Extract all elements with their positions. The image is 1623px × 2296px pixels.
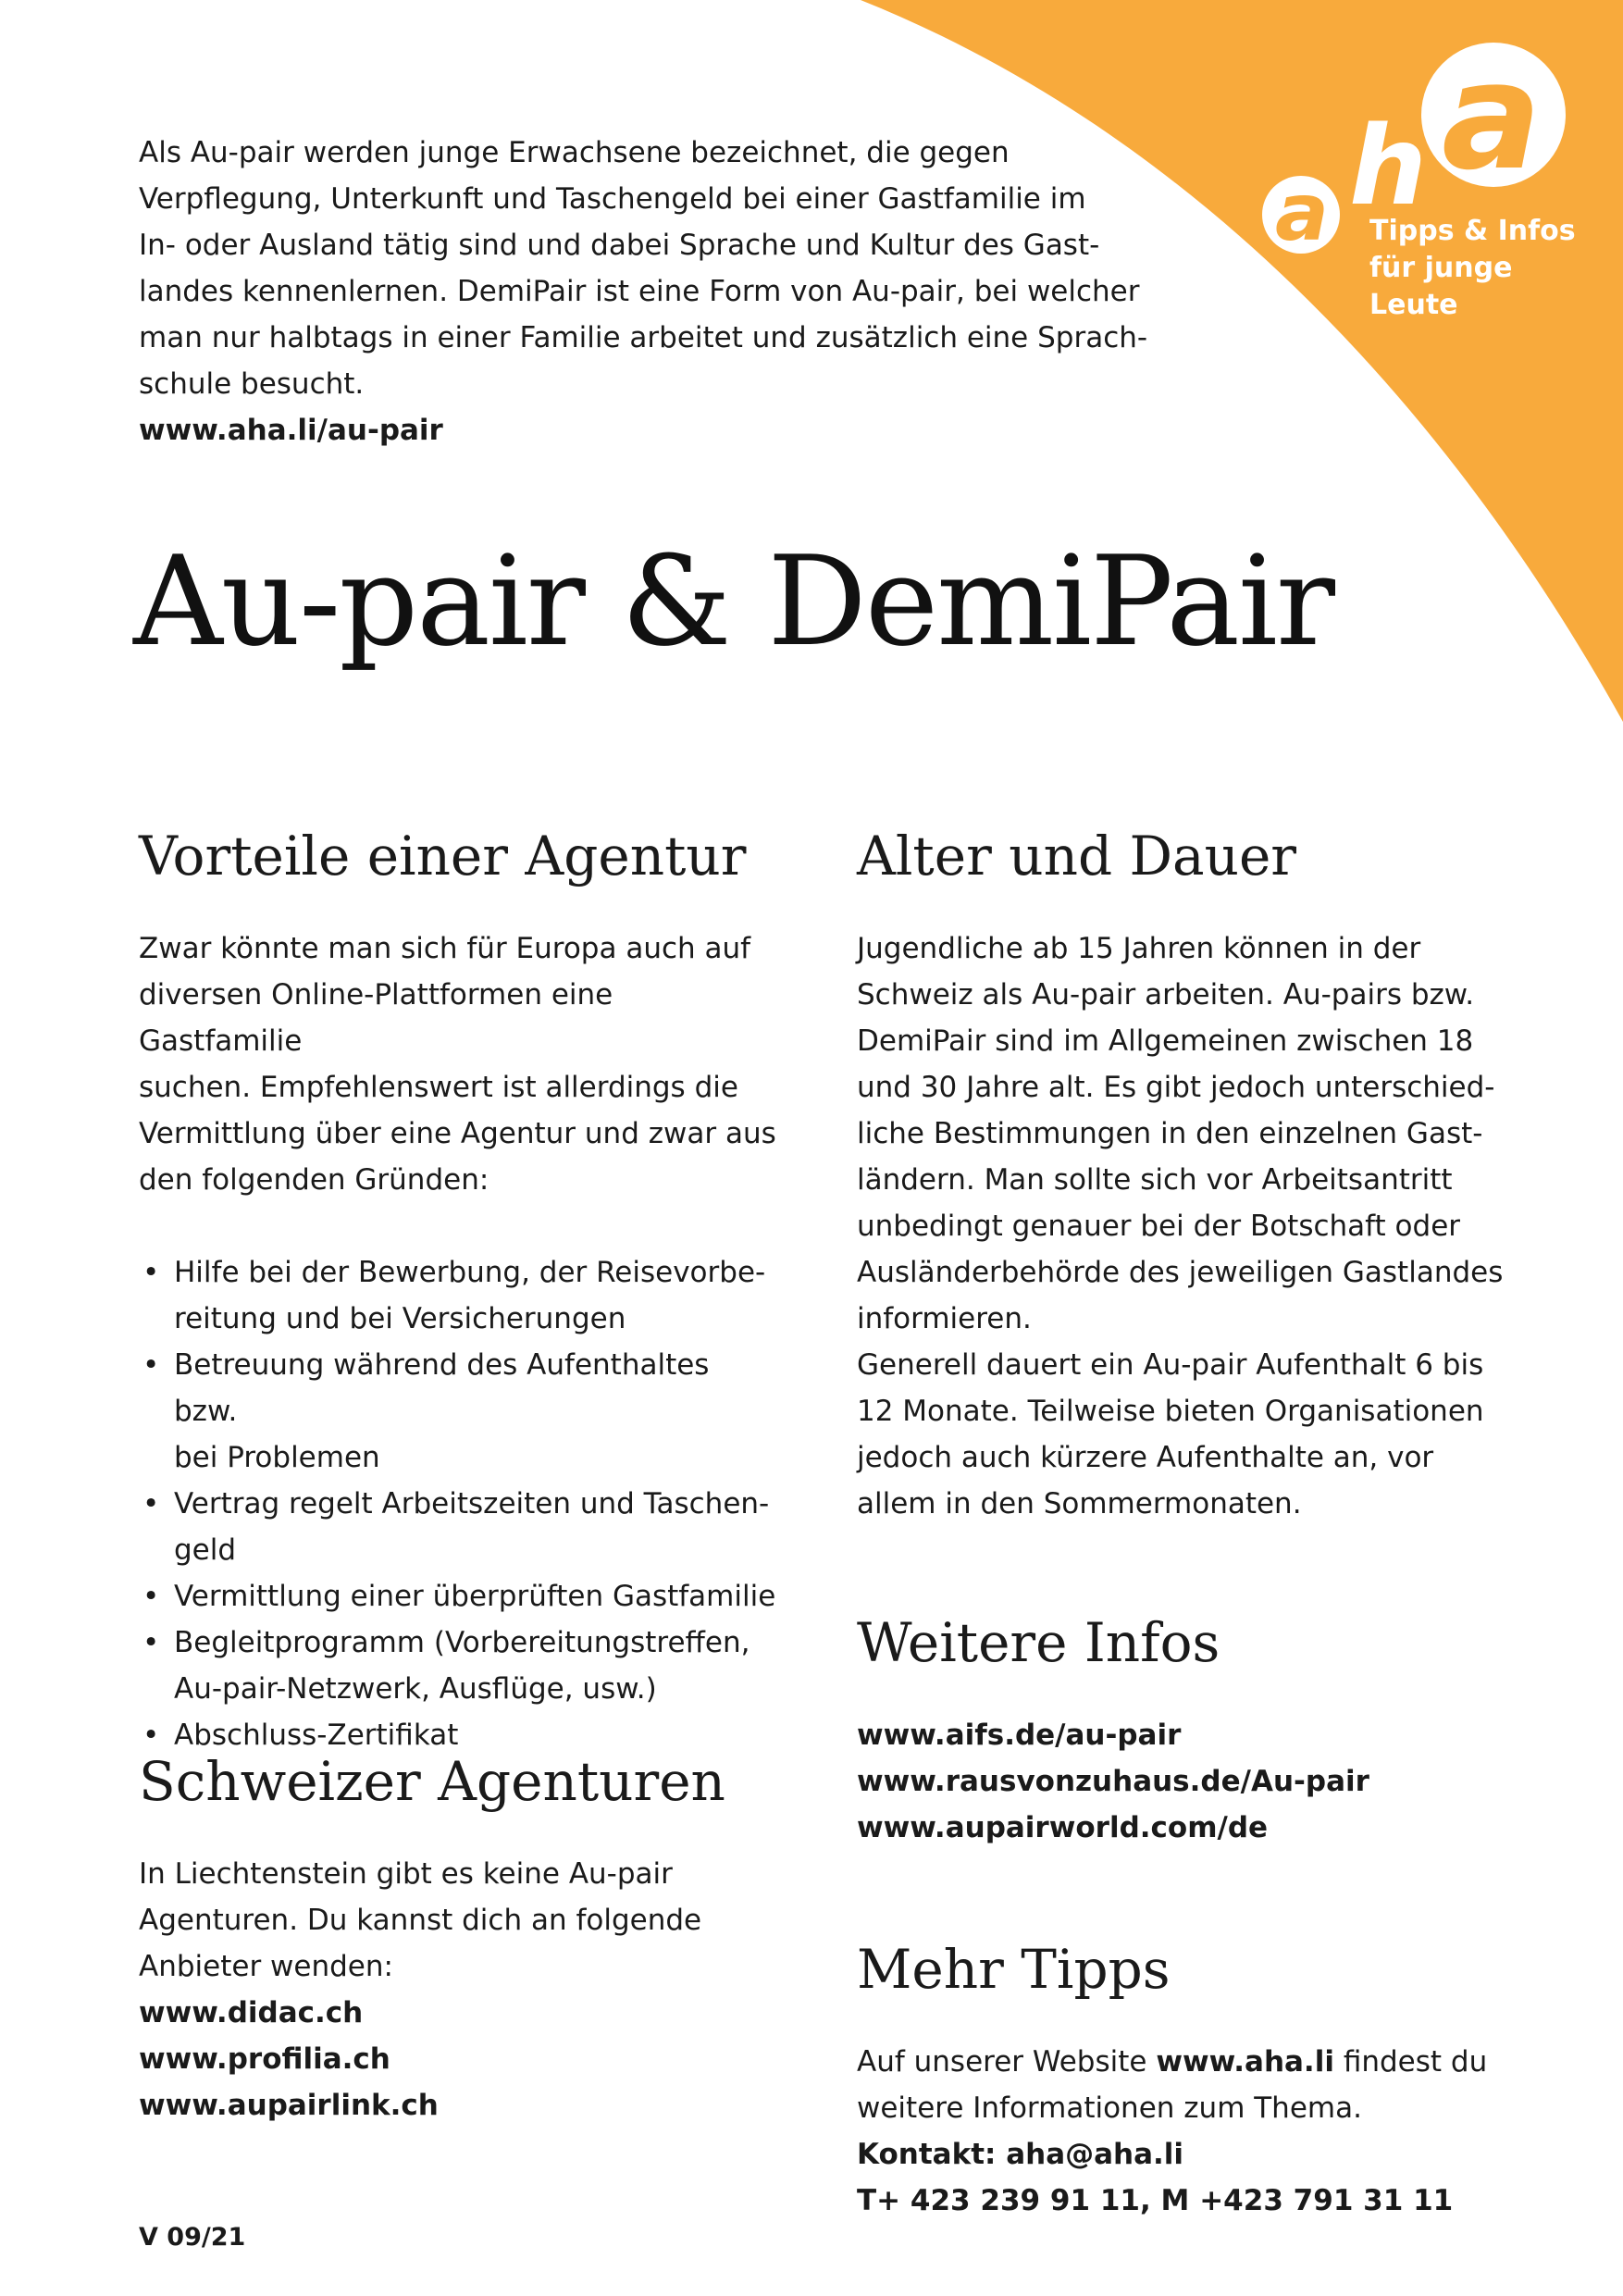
bullet-dot-icon: • [142,1487,160,1520]
alter-line: liche Bestimmungen in den einzelnen Gast- [857,1117,1483,1150]
list-item [139,1620,777,1712]
link-didac[interactable]: www.didac.ch [139,1996,364,2029]
link-profilia[interactable]: www.profilia.ch [139,2042,390,2076]
mehr-line-1 [857,2039,1523,2085]
list-item [139,1481,777,1573]
logo-letter-a1: a [1275,167,1330,259]
bullet-line: Betreuung während des Aufenthaltes bzw. [174,1348,710,1428]
vorteile-line: Zwar könnte man sich für Europa auch auf [139,932,751,965]
logo-tagline-line1: Tipps & Infos [1369,215,1576,247]
bullet-line: geld [174,1533,237,1567]
mehr-line-1-pre: Auf unserer Website [857,2045,1157,2079]
intro-paragraph [139,130,1157,453]
section-heading-mehr: Mehr Tipps [857,1938,1171,2001]
alter-line: und 30 Jahre alt. Es gibt jedoch unterschied- [857,1071,1495,1104]
link-rausvonzuhaus[interactable]: www.rausvonzuhaus.de/Au-pair [857,1765,1369,1798]
alter-line: Jugendliche ab 15 Jahren können in der [857,932,1421,965]
bullet-dot-icon: • [142,1256,160,1289]
alter-line: Generell dauert ein Au-pair Aufenthalt 6 bis [857,1348,1484,1382]
alter-line: allem in den Sommermonaten. [857,1487,1302,1520]
intro-line: landes kennenlernen. DemiPair ist eine Form von Au-pair, bei welcher [139,275,1140,308]
aha-logo[interactable] [1240,30,1592,321]
section-heading-alter: Alter und Dauer [857,825,1296,887]
version-label: V 09/21 [139,2223,246,2252]
alter-line: unbedingt genauer bei der Botschaft oder [857,1210,1461,1243]
link-aupairlink[interactable]: www.aupairlink.ch [139,2089,439,2122]
bullet-line: Vertrag regelt Arbeitszeiten und Taschen- [174,1487,770,1520]
mehr-line-1-post: findest du [1333,2045,1488,2079]
intro-line: man nur halbtags in einer Familie arbeitet und zusätzlich eine Sprach- [139,321,1148,354]
vorteile-line: Vermittlung über eine Agentur und zwar aus [139,1117,776,1150]
schweizer-line: Agenturen. Du kannst dich an folgende [139,1904,702,1937]
intro-line: Als Au-pair werden junge Erwachsene bezeichnet, die gegen [139,136,1010,169]
alter-line: ländern. Man sollte sich vor Arbeitsantritt [857,1163,1453,1197]
list-item [139,1573,777,1620]
mehr-line-2: weitere Informationen zum Thema. [857,2091,1362,2125]
bullet-dot-icon: • [142,1626,160,1659]
list-item [139,1249,777,1342]
intro-line: Verpflegung, Unterkunft und Taschengeld bei einer Gastfamilie im [139,182,1086,216]
vorteile-line: suchen. Empfehlenswert ist allerdings die [139,1071,738,1104]
bullet-line: Au-pair-Netzwerk, Ausflüge, usw.) [174,1672,657,1706]
schweizer-line: In Liechtenstein gibt es keine Au-pair [139,1857,673,1891]
intro-line: schule besucht. [139,367,365,401]
vorteile-line: diversen Online-Plattformen eine Gastfamilie [139,978,613,1058]
contact-phone: T+ 423 239 91 11, M +423 791 31 11 [857,2184,1454,2217]
bullet-line: Vermittlung einer überprüften Gastfamilie [174,1580,776,1613]
list-item [139,1342,777,1481]
section-vorteile [139,824,777,1758]
section-mehr [857,1937,1523,2224]
logo-tagline [1369,213,1592,324]
intro-line: In- oder Ausland tätig sind und dabei Sprache und Kultur des Gast- [139,229,1100,262]
logo-letter-a2: a [1442,30,1542,203]
section-weitere [857,1610,1523,1851]
alter-line: Schweiz als Au-pair arbeiten. Au-pairs bzw. [857,978,1475,1011]
logo-tagline-line2: für junge Leute [1369,252,1513,321]
vorteile-bullet-list [139,1249,777,1758]
schweizer-line: Anbieter wenden: [139,1950,393,1983]
contact-email[interactable]: Kontakt: aha@aha.li [857,2138,1184,2171]
bullet-dot-icon: • [142,1719,160,1752]
section-schweizer [139,1749,777,2128]
link-aha-website[interactable]: www.aha.li [1156,2045,1334,2079]
section-heading-schweizer: Schweizer Agenturen [139,1750,725,1813]
bullet-line: Hilfe bei der Bewerbung, der Reisevorbe- [174,1256,766,1289]
intro-link[interactable]: www.aha.li/au-pair [139,414,443,447]
bullet-line: Abschluss-Zertifikat [174,1719,459,1752]
page-title: Au-pair & DemiPair [133,529,1333,674]
vorteile-line: den folgenden Gründen: [139,1163,489,1197]
bullet-line: bei Problemen [174,1441,380,1474]
alter-line: 12 Monate. Teilweise bieten Organisationen [857,1395,1484,1428]
section-alter [857,824,1523,1527]
link-aifs[interactable]: www.aifs.de/au-pair [857,1719,1182,1752]
bullet-line: Begleitprogramm (Vorbereitungstreffen, [174,1626,750,1659]
section-heading-vorteile: Vorteile einer Agentur [139,825,747,887]
bullet-dot-icon: • [142,1580,160,1613]
alter-line: informieren. [857,1302,1032,1335]
alter-line: Ausländerbehörde des jeweiligen Gastlandes [857,1256,1504,1289]
logo-letter-h: h [1349,102,1428,230]
link-aupairworld[interactable]: www.aupairworld.com/de [857,1811,1269,1844]
alter-line: DemiPair sind im Allgemeinen zwischen 18 [857,1024,1474,1058]
bullet-line: reitung und bei Versicherungen [174,1302,626,1335]
alter-line: jedoch auch kürzere Aufenthalte an, vor [857,1441,1434,1474]
section-heading-weitere: Weitere Infos [857,1611,1220,1674]
bullet-dot-icon: • [142,1348,160,1382]
